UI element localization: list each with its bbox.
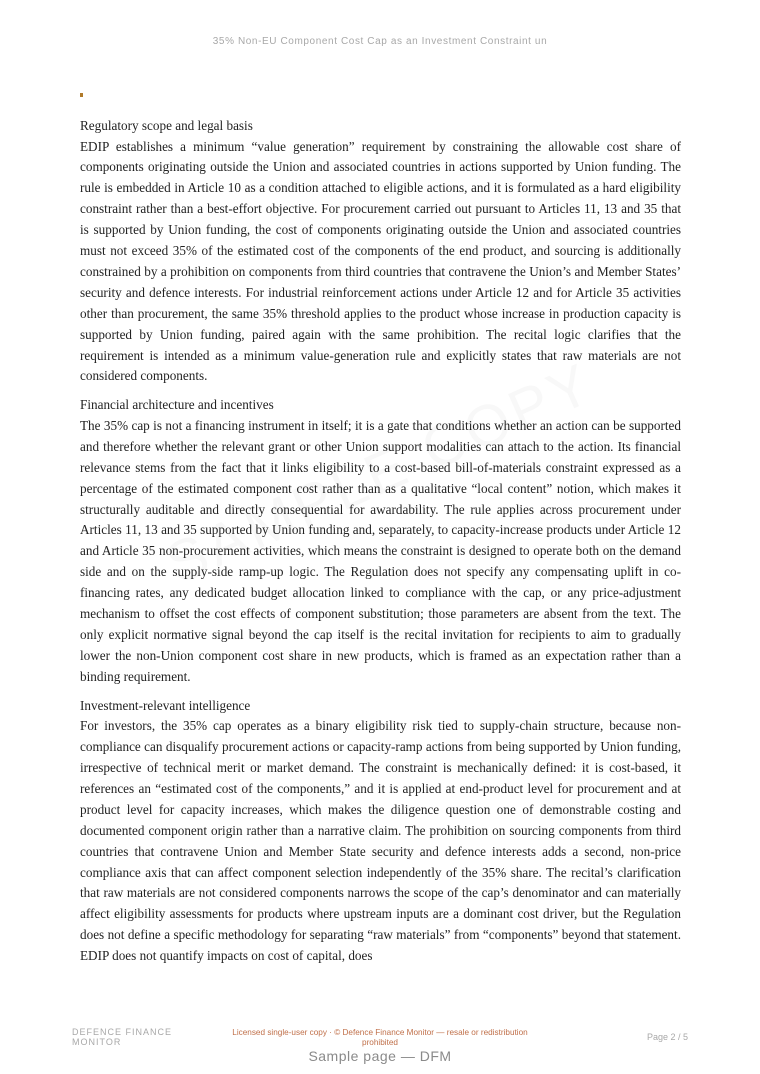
section-paragraph: The 35% cap is not a financing instrument in itself; it is a gate that conditions whether an action can be supported and therefore whether the relevant grant or other Union support modalities can attach to the action. Its financial relevance stems from the fact that it links eligibility to a cost-based bill-of-materials constraint expressed as a percentage of the estimated component cost rather than as a qualitative “local content” notion, which makes it structurally auditable and directly consequential for awardability. The rule applies across procurement under Articles 11, 13 and 35 supported by Union funding and, separately, to capacity-increase products under Article 12 and Article 35 non-procurement activities, which means the constraint is designed to operate both on the demand side and on the supply-side ramp-up logic. The Regulation does not specify any compensating uplift in co-financing rates, any dedicated budget allocation linked to compliance with the cap, or any price-adjustment mechanism to offset the cost effects of component substitution; those parameters are absent from the text. The only explicit normative signal beyond the cap itself is the recital invitation for recipients to aim to gradually lower the non-Union component cost share in new products, which is framed as an expectation rather than a binding requirement.: [80, 417, 681, 684]
section-financial-architecture: [80, 395, 681, 687]
accent-mark: [80, 93, 83, 97]
section-heading: Investment-relevant intelligence: [80, 697, 251, 713]
footer-license-notice: Licensed single-user copy · © Defence Finance Monitor — resale or redistribution prohibited: [232, 1028, 528, 1047]
running-header: 35% Non-EU Component Cost Cap as an Investment Constraint un: [212, 36, 548, 47]
section-heading: Financial architecture and incentives: [80, 397, 274, 413]
footer-page-number: Page 2 / 5: [646, 1032, 688, 1042]
section-paragraph: EDIP establishes a minimum “value generation” requirement by constraining the allowable cost share of components originating outside the Union and associated countries in actions supported by Union funding. The rule is embedded in Article 10 as a condition attached to eligible actions, and it is formulated as a hard eligibility constraint rather than a best-effort objective. For procurement carried out pursuant to Articles 11, 13 and 35 that is supported by Union funding, the cost of components originating outside the Union and associated countries must not exceed 35% of the estimated cost of the components of the end product, and sourcing is additionally constrained by a prohibition on components from third countries that contravene the Union’s and Member States’ security and defence interests. For industrial reinforcement actions under Article 12 and for Article 35 activities other than procurement, the same 35% threshold applies to the product whose increase in production capacity is supported by Union funding, paired again with the same prohibition. The recital logic clarifies that the requirement is intended as a minimum value-generation rule and explicitly states that raw materials are not considered components.: [80, 138, 681, 384]
document-body: [80, 116, 681, 975]
sample-page-label: Sample page — DFM: [308, 1048, 452, 1064]
section-heading: Regulatory scope and legal basis: [80, 118, 253, 133]
footer-publisher: DEFENCE FINANCE MONITOR: [72, 1027, 173, 1047]
section-investment-intelligence: [80, 696, 681, 967]
section-paragraph: For investors, the 35% cap operates as a binary eligibility risk tied to supply-chain structure, because non-compliance can disqualify procurement actions or capacity-ramp actions from being supported by Union funding, irrespective of technical merit or market demand. The constraint is mechanically defined: it is cost-based, it references an “estimated cost of the components,” and it is applied at end-product level for procurement and at product level for capacity increases, which makes the diligence question one of demonstrable costing and documented component origin rather than a narrative claim. The prohibition on sourcing components from third countries that contravene Union and Member State security and defence interests adds a second, non-price compliance axis that can affect component selection independently of the 35% share. The recital’s clarification that raw materials are not considered components narrows the scope of the cap’s denominator and can materially affect eligibility assessments for products where upstream inputs are a dominant cost driver, but the Regulation does not define a specific methodology for separating “raw materials” from “components” beyond that statement. EDIP does not quantify impacts on cost of capital, does: [80, 718, 681, 964]
section-regulatory-scope: [80, 116, 681, 387]
